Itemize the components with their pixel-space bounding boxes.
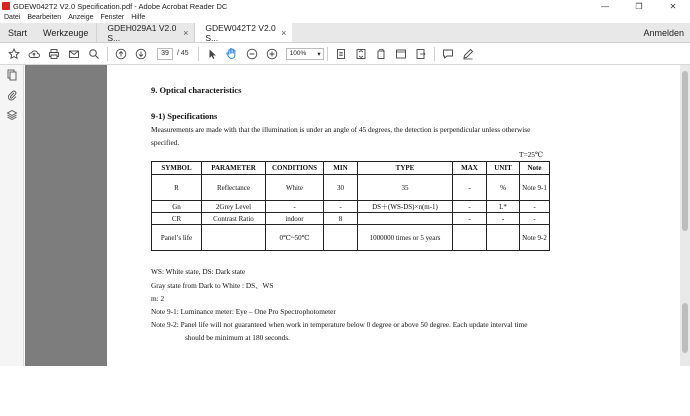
menu-datei[interactable]: Datei xyxy=(4,14,21,21)
window-controls xyxy=(588,0,690,12)
document-viewport[interactable] xyxy=(25,65,690,366)
pen-icon xyxy=(462,48,474,60)
table-cell: - xyxy=(487,213,520,225)
table-cell: DS＋(WS-DS)×n(m-1) xyxy=(358,201,453,213)
table-header-row xyxy=(152,162,550,175)
select-tool-button[interactable] xyxy=(202,45,222,63)
vertical-scrollbar[interactable] xyxy=(680,65,690,366)
table-header-cell: PARAMETER xyxy=(202,162,266,175)
table-header-cell: Note xyxy=(520,162,550,175)
table-cell: - xyxy=(453,213,487,225)
table-header-cell: SYMBOL xyxy=(152,162,202,175)
page-total-label: / 45 xyxy=(177,50,189,57)
email-button[interactable] xyxy=(64,45,84,63)
arrow-down-circle-icon xyxy=(135,48,147,60)
tab-start[interactable]: Start xyxy=(8,27,28,38)
extract-page-button[interactable] xyxy=(411,45,431,63)
arrow-up-circle-icon xyxy=(115,48,127,60)
read-mode-icon xyxy=(395,48,407,60)
temperature-label: T=25℃ xyxy=(519,150,544,159)
tab-werkzeuge[interactable]: Werkzeuge xyxy=(43,27,89,38)
optical-spec-table xyxy=(151,161,550,251)
table-header-cell: CONDITIONS xyxy=(266,162,324,175)
table-cell: - xyxy=(266,201,324,213)
acrobat-app-icon xyxy=(2,2,10,10)
minimize-button[interactable]: — xyxy=(601,1,609,11)
plus-circle-icon xyxy=(266,48,278,60)
table-header-cell: TYPE xyxy=(358,162,453,175)
menu-anzeige[interactable]: Anzeige xyxy=(68,14,94,21)
table-cell: Reflectance xyxy=(202,175,266,201)
comment-button[interactable] xyxy=(438,45,458,63)
table-cell: Contrast Ratio xyxy=(202,213,266,225)
scroll-mode-icon xyxy=(355,48,367,60)
document-tab-label: GDEW042T2 V2.0 S... xyxy=(205,22,276,43)
note-line: m: 2 xyxy=(151,294,165,303)
table-header-cell: MIN xyxy=(324,162,358,175)
zoom-level-value: 100% xyxy=(289,50,307,57)
note-line: Gray state from Dark to White : DS、WS xyxy=(151,281,274,290)
table-cell: - xyxy=(324,201,358,213)
table-cell: 35 xyxy=(358,175,453,201)
next-page-button[interactable] xyxy=(131,45,151,63)
table-cell: - xyxy=(453,175,487,201)
search-button[interactable] xyxy=(84,45,104,63)
cloud-upload-icon xyxy=(28,48,40,60)
document-tab[interactable] xyxy=(96,23,194,42)
restore-button[interactable]: ❐ xyxy=(635,1,643,11)
rotate-page-icon xyxy=(375,48,387,60)
toolbar-separator xyxy=(434,47,435,61)
menu-bearbeiten[interactable]: Bearbeiten xyxy=(27,14,62,21)
table-cell: % xyxy=(487,175,520,201)
document-tab-active[interactable] xyxy=(194,23,292,42)
printer-icon xyxy=(48,48,60,60)
chevron-down-icon: ▾ xyxy=(317,50,321,58)
tab-bar-spacer xyxy=(292,23,643,42)
table-cell: L* xyxy=(487,201,520,213)
search-icon xyxy=(88,48,100,60)
table-cell: - xyxy=(520,201,550,213)
table-header-cell: MAX xyxy=(453,162,487,175)
cursor-arrow-icon xyxy=(206,48,218,60)
table-cell xyxy=(202,225,266,251)
bottom-blank-area xyxy=(0,366,690,416)
table-cell: Note 9-2 xyxy=(520,225,550,251)
page-extract-icon xyxy=(415,48,427,60)
paperclip-icon xyxy=(6,89,18,101)
toolbar-separator xyxy=(107,47,108,61)
menu-fenster[interactable]: Fenster xyxy=(100,14,125,21)
section-heading: 9. Optical characteristics xyxy=(151,85,242,95)
table-cell xyxy=(324,225,358,251)
zoom-in-button[interactable] xyxy=(262,45,282,63)
table-row xyxy=(152,175,550,201)
read-mode-button[interactable] xyxy=(391,45,411,63)
menu-hilfe[interactable]: Hilfe xyxy=(131,14,146,21)
note-line: WS: White state, DS: Dark state xyxy=(151,267,246,276)
bookmark-star-button[interactable] xyxy=(4,45,24,63)
layers-button[interactable] xyxy=(0,105,24,125)
table-cell: 0℃~50℃ xyxy=(266,225,324,251)
window-title: GDEW042T2 V2.0 Specification.pdf - Adobe Acrobat Reader DC xyxy=(13,1,228,11)
menu-bar xyxy=(0,12,690,23)
document-tab-label: GDEH029A1 V2.0 S... xyxy=(107,22,177,43)
highlight-pen-button[interactable] xyxy=(458,45,478,63)
table-cell xyxy=(453,225,487,251)
pdf-page xyxy=(107,65,682,366)
hand-icon xyxy=(225,47,238,60)
table-cell: Note 9-1 xyxy=(520,175,550,201)
signin-button[interactable]: Anmelden xyxy=(643,27,684,38)
table-cell: 2Grey Level xyxy=(202,201,266,213)
toolbar-separator xyxy=(198,47,199,61)
table-cell: - xyxy=(520,213,550,225)
layers-icon xyxy=(6,109,18,121)
intro-text-line: Measurements are made with that the illumination is under an angle of 45 degrees, the detection is perpendicular unless otherwise xyxy=(151,125,531,134)
table-cell xyxy=(487,225,520,251)
star-icon xyxy=(8,48,20,60)
tab-bar xyxy=(0,23,690,43)
note-line: Note 9-2: Panel life will not guaranteed when work in temperature below 0 degree or above 50 degree. Each update interval time xyxy=(151,320,528,329)
minus-circle-icon xyxy=(246,48,258,60)
close-tab-icon[interactable]: × xyxy=(281,27,287,38)
table-cell: 30 xyxy=(324,175,358,201)
page-number-input[interactable]: 39 xyxy=(157,48,173,60)
print-button[interactable] xyxy=(44,45,64,63)
scrolling-mode-button[interactable] xyxy=(351,45,371,63)
table-cell xyxy=(358,213,453,225)
toolbar xyxy=(0,43,690,65)
scrollbar-thumb[interactable] xyxy=(682,71,688,231)
intro-text-line: specified. xyxy=(151,138,180,147)
table-row xyxy=(152,201,550,213)
fit-page-button[interactable] xyxy=(331,45,351,63)
envelope-icon xyxy=(68,48,80,60)
table-cell: R xyxy=(152,175,202,201)
close-window-button[interactable]: ✕ xyxy=(669,1,677,11)
table-cell: Gn xyxy=(152,201,202,213)
table-row xyxy=(152,213,550,225)
table-cell: Panel’s life xyxy=(152,225,202,251)
previous-page-button[interactable] xyxy=(111,45,131,63)
table-cell: 8 xyxy=(324,213,358,225)
zoom-level-select[interactable] xyxy=(286,48,324,60)
close-tab-icon[interactable]: × xyxy=(183,27,189,38)
table-header-cell: UNIT xyxy=(487,162,520,175)
table-cell: CR xyxy=(152,213,202,225)
table-cell: 1000000 times or 5 years xyxy=(358,225,453,251)
page-thumbnails-button[interactable] xyxy=(0,65,24,85)
rotate-button[interactable] xyxy=(371,45,391,63)
table-cell: indoor xyxy=(266,213,324,225)
table-cell: - xyxy=(453,201,487,213)
left-navigation-rail xyxy=(0,65,24,366)
comment-bubble-icon xyxy=(442,48,454,60)
thumbnails-icon xyxy=(6,69,18,81)
table-row xyxy=(152,225,550,251)
scrollbar-thumb-lower[interactable] xyxy=(682,303,688,353)
upload-cloud-button[interactable] xyxy=(24,45,44,63)
fit-page-icon xyxy=(335,48,347,60)
attachments-button[interactable] xyxy=(0,85,24,105)
zoom-out-button[interactable] xyxy=(242,45,262,63)
hand-tool-button[interactable] xyxy=(222,45,242,63)
subsection-heading: 9-1) Specifications xyxy=(151,111,218,121)
title-bar xyxy=(0,0,690,12)
note-line: should be minimum at 180 seconds. xyxy=(185,333,290,342)
toolbar-separator xyxy=(327,47,328,61)
table-cell: White xyxy=(266,175,324,201)
note-line: Note 9-1: Luminance meter: Eye – One Pro Spectrophotometer xyxy=(151,307,336,316)
